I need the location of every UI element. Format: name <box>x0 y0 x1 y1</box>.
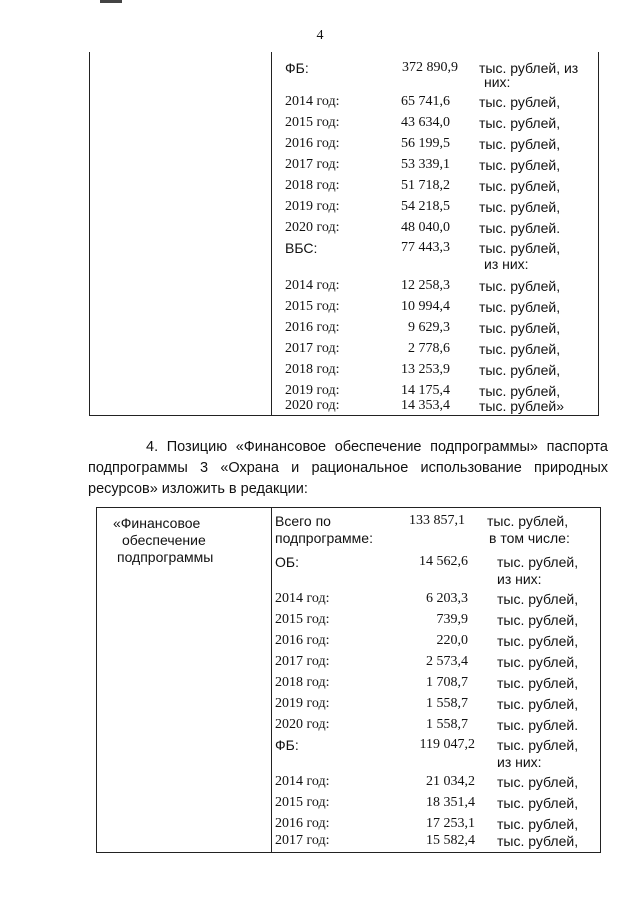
vbs-value: 77 443,3 <box>401 240 450 255</box>
vbs-value-2018: 13 253,9 <box>401 362 450 377</box>
fb-value-2016: 56 199,5 <box>401 136 450 151</box>
fb-unit-2016: тыс. рублей, <box>479 136 561 152</box>
fb-unit-2015: тыс. рублей, <box>479 115 561 131</box>
ob-unit-2018: тыс. рублей, <box>497 675 579 691</box>
table-2-border-top <box>96 507 601 508</box>
fb-unit-2014: тыс. рублей, <box>479 94 561 110</box>
fb2-unit-2014: тыс. рублей, <box>497 774 579 790</box>
fb-unit-line1: тыс. рублей, из <box>479 60 579 76</box>
fb-unit-line2: них: <box>484 74 511 90</box>
vbs-value-2019: 14 175,4 <box>401 383 450 398</box>
fb2-unit-line2: из них: <box>497 754 542 770</box>
vbs-value-2017: 2 778,6 <box>408 341 450 356</box>
vbs-year-2014: 2014 год: <box>285 278 340 293</box>
ob-label: ОБ: <box>275 554 299 570</box>
fb2-year-2017: 2017 год: <box>275 833 330 848</box>
fb-year-2014: 2014 год: <box>285 94 340 109</box>
fb2-value-2017: 15 582,4 <box>426 833 475 848</box>
vbs-year-2020: 2020 год: <box>285 398 340 413</box>
fb-year-2017: 2017 год: <box>285 157 340 172</box>
fb-value-2014: 65 741,6 <box>401 94 450 109</box>
fb-unit-2018: тыс. рублей, <box>479 178 561 194</box>
ob-year-2017: 2017 год: <box>275 654 330 669</box>
vbs-value-2015: 10 994,4 <box>401 299 450 314</box>
vbs-year-2018: 2018 год: <box>285 362 340 377</box>
fb-value-2020: 48 040,0 <box>401 220 450 235</box>
total-value: 133 857,1 <box>409 513 465 528</box>
ob-unit-2016: тыс. рублей, <box>497 633 579 649</box>
fb-value-2018: 51 718,2 <box>401 178 450 193</box>
ob-unit-line2: из них: <box>497 571 542 587</box>
ob-year-2018: 2018 год: <box>275 675 330 690</box>
fb-year-2016: 2016 год: <box>285 136 340 151</box>
vbs-unit-line2: из них: <box>484 256 529 272</box>
left-caption-line1: «Финансовое <box>113 515 201 531</box>
vbs-unit-2015: тыс. рублей, <box>479 299 561 315</box>
table-2-border-right <box>600 507 601 853</box>
vbs-unit-2018: тыс. рублей, <box>479 362 561 378</box>
fb-value-2015: 43 634,0 <box>401 115 450 130</box>
left-caption-line2: обеспечение <box>122 532 206 548</box>
vbs-value-2016: 9 629,3 <box>408 320 450 335</box>
fb-unit-2017: тыс. рублей, <box>479 157 561 173</box>
vbs-year-2019: 2019 год: <box>285 383 340 398</box>
ob-value-2019: 1 558,7 <box>426 696 468 711</box>
vbs-unit-2019: тыс. рублей, <box>479 383 561 399</box>
fb2-unit-2017: тыс. рублей, <box>497 833 579 849</box>
ob-unit-2019: тыс. рублей, <box>497 696 579 712</box>
fb2-value-2016: 17 253,1 <box>426 816 475 831</box>
ob-value-2018: 1 708,7 <box>426 675 468 690</box>
vbs-unit-2020: тыс. рублей» <box>479 398 564 414</box>
ob-year-2020: 2020 год: <box>275 717 330 732</box>
fb2-value-2014: 21 034,2 <box>426 774 475 789</box>
ob-year-2015: 2015 год: <box>275 612 330 627</box>
vbs-value-2020: 14 353,4 <box>401 398 450 413</box>
ob-value-2015: 739,9 <box>436 612 468 627</box>
table-1-border-bottom <box>89 415 599 416</box>
table-2-divider <box>271 507 272 853</box>
ob-value-2020: 1 558,7 <box>426 717 468 732</box>
fb2-value: 119 047,2 <box>419 737 475 752</box>
ob-unit-line1: тыс. рублей, <box>497 554 579 570</box>
vbs-unit-line1: тыс. рублей, <box>479 240 561 256</box>
table-1-divider <box>271 52 272 416</box>
left-caption-line3: подпрограммы <box>117 549 214 565</box>
vbs-unit-2017: тыс. рублей, <box>479 341 561 357</box>
scan-mark <box>100 0 122 3</box>
fb-value-2017: 53 339,1 <box>401 157 450 172</box>
vbs-unit-2016: тыс. рублей, <box>479 320 561 336</box>
paragraph-line-3: ресурсов» изложить в редакции: <box>88 481 308 497</box>
fb-unit-2020: тыс. рублей. <box>479 220 561 236</box>
table-2-border-left <box>96 507 97 853</box>
ob-value-2014: 6 203,3 <box>426 591 468 606</box>
fb-year-2020: 2020 год: <box>285 220 340 235</box>
vbs-unit-2014: тыс. рублей, <box>479 278 561 294</box>
ob-value-2016: 220,0 <box>436 633 468 648</box>
ob-unit-2014: тыс. рублей, <box>497 591 579 607</box>
ob-unit-2017: тыс. рублей, <box>497 654 579 670</box>
ob-unit-2015: тыс. рублей, <box>497 612 579 628</box>
vbs-label: ВБС: <box>285 240 318 256</box>
fb2-unit-2015: тыс. рублей, <box>497 795 579 811</box>
paragraph-line-2: подпрограммы 3 «Охрана и рациональное использование природных <box>88 460 608 476</box>
fb2-year-2015: 2015 год: <box>275 795 330 810</box>
fb-year-2018: 2018 год: <box>285 178 340 193</box>
ob-year-2019: 2019 год: <box>275 696 330 711</box>
fb2-label: ФБ: <box>275 737 299 753</box>
vbs-year-2015: 2015 год: <box>285 299 340 314</box>
total-unit-line2: в том числе: <box>489 530 570 546</box>
vbs-year-2017: 2017 год: <box>285 341 340 356</box>
fb2-unit-2016: тыс. рублей, <box>497 816 579 832</box>
total-unit-line1: тыс. рублей, <box>487 513 569 529</box>
total-label-line1: Всего по <box>275 513 331 529</box>
page-number: 4 <box>316 28 324 43</box>
fb2-year-2016: 2016 год: <box>275 816 330 831</box>
table-1-border-right <box>598 52 599 416</box>
ob-year-2016: 2016 год: <box>275 633 330 648</box>
fb-value: 372 890,9 <box>402 60 458 75</box>
ob-unit-2020: тыс. рублей. <box>497 717 579 733</box>
paragraph-line-1: 4. Позицию «Финансовое обеспечение подпрограммы» паспорта <box>146 439 608 455</box>
vbs-value-2014: 12 258,3 <box>401 278 450 293</box>
fb2-year-2014: 2014 год: <box>275 774 330 789</box>
table-1-border-left <box>89 52 90 416</box>
ob-value: 14 562,6 <box>419 554 468 569</box>
ob-year-2014: 2014 год: <box>275 591 330 606</box>
fb-unit-2019: тыс. рублей, <box>479 199 561 215</box>
table-2-border-bottom <box>96 852 601 853</box>
fb-year-2019: 2019 год: <box>285 199 340 214</box>
fb-label: ФБ: <box>285 60 309 76</box>
total-label-line2: подпрограмме: <box>275 530 373 546</box>
fb-year-2015: 2015 год: <box>285 115 340 130</box>
vbs-year-2016: 2016 год: <box>285 320 340 335</box>
fb2-unit-line1: тыс. рублей, <box>497 737 579 753</box>
fb2-value-2015: 18 351,4 <box>426 795 475 810</box>
fb-value-2019: 54 218,5 <box>401 199 450 214</box>
amendment-paragraph <box>88 437 608 500</box>
ob-value-2017: 2 573,4 <box>426 654 468 669</box>
